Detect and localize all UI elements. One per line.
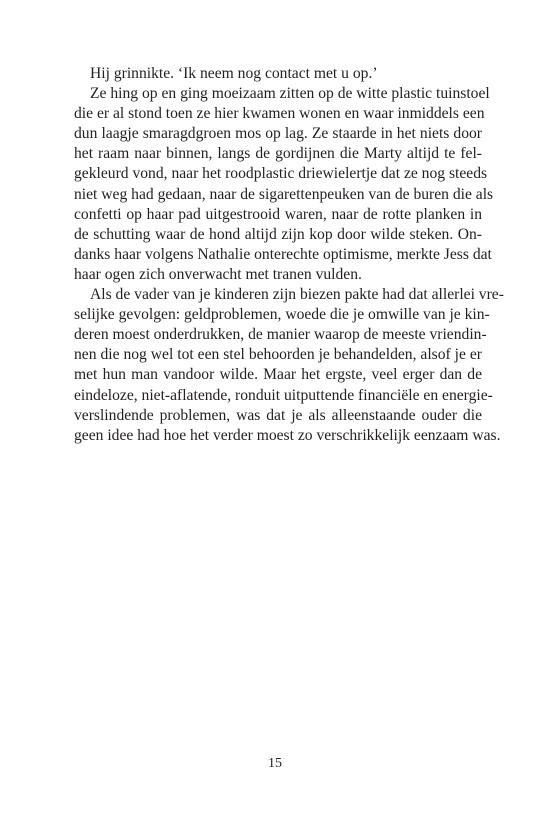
text-line: confetti op haar pad uitgestrooid waren, naar de rotte planken in [74, 205, 482, 223]
body-text [74, 64, 504, 446]
text-line: Hij grinnikte. ‘Ik neem nog contact met u op.’ [90, 65, 378, 82]
paragraph-3 [74, 285, 504, 446]
text-line: verslindende problemen, was dat je als alleenstaande ouder die [74, 406, 482, 424]
text-line: dun laagje smaragdgroen mos op lag. Ze staarde in het niets door [74, 125, 482, 143]
text-line: deren moest onderdrukken, de manier waarop de meeste vriendin- [74, 326, 487, 344]
paragraph-2 [74, 84, 494, 285]
text-line: Ze hing op en ging moeizaam zitten op de witte plastic tuinstoel [90, 85, 490, 103]
text-line: danks haar volgens Nathalie onterechte optimisme, merkte Jess dat [74, 245, 492, 263]
text-line: haar ogen zich onverwacht met tranen vulden. [74, 265, 362, 283]
text-line: de schutting waar de hond altijd zijn kop door wilde steken. On- [74, 225, 482, 243]
text-line: niet weg had gedaan, naar de sigarettenpeuken van de buren die als [74, 185, 494, 203]
text-line: eindeloze, niet-aflatende, ronduit uitputtende financiële en energie- [74, 386, 493, 404]
text-line: gekleurd vond, naar het roodplastic driewielertje dat ze nog steeds [74, 165, 488, 183]
text-line: het raam naar binnen, langs de gordijnen die Marty altijd te fel- [74, 145, 482, 163]
text-line: met hun man vandoor wilde. Maar het ergste, veel erger dan de [74, 366, 482, 384]
text-line: nen die nog wel tot een stel behoorden je behandelden, alsof je er [74, 346, 482, 364]
page-number: 15 [268, 756, 282, 771]
text-line: die er al stond toen ze hier kwamen wonen en waar inmiddels een [74, 105, 485, 123]
text-line: Als de vader van je kinderen zijn biezen pakte had dat allerlei vre- [90, 286, 504, 304]
text-line: selijke gevolgen: geldproblemen, woede die je omwille van je kin- [74, 306, 490, 324]
paragraph-1 [74, 64, 482, 84]
text-line: geen idee had hoe het verder moest zo verschrikkelijk eenzaam was. [74, 426, 501, 444]
